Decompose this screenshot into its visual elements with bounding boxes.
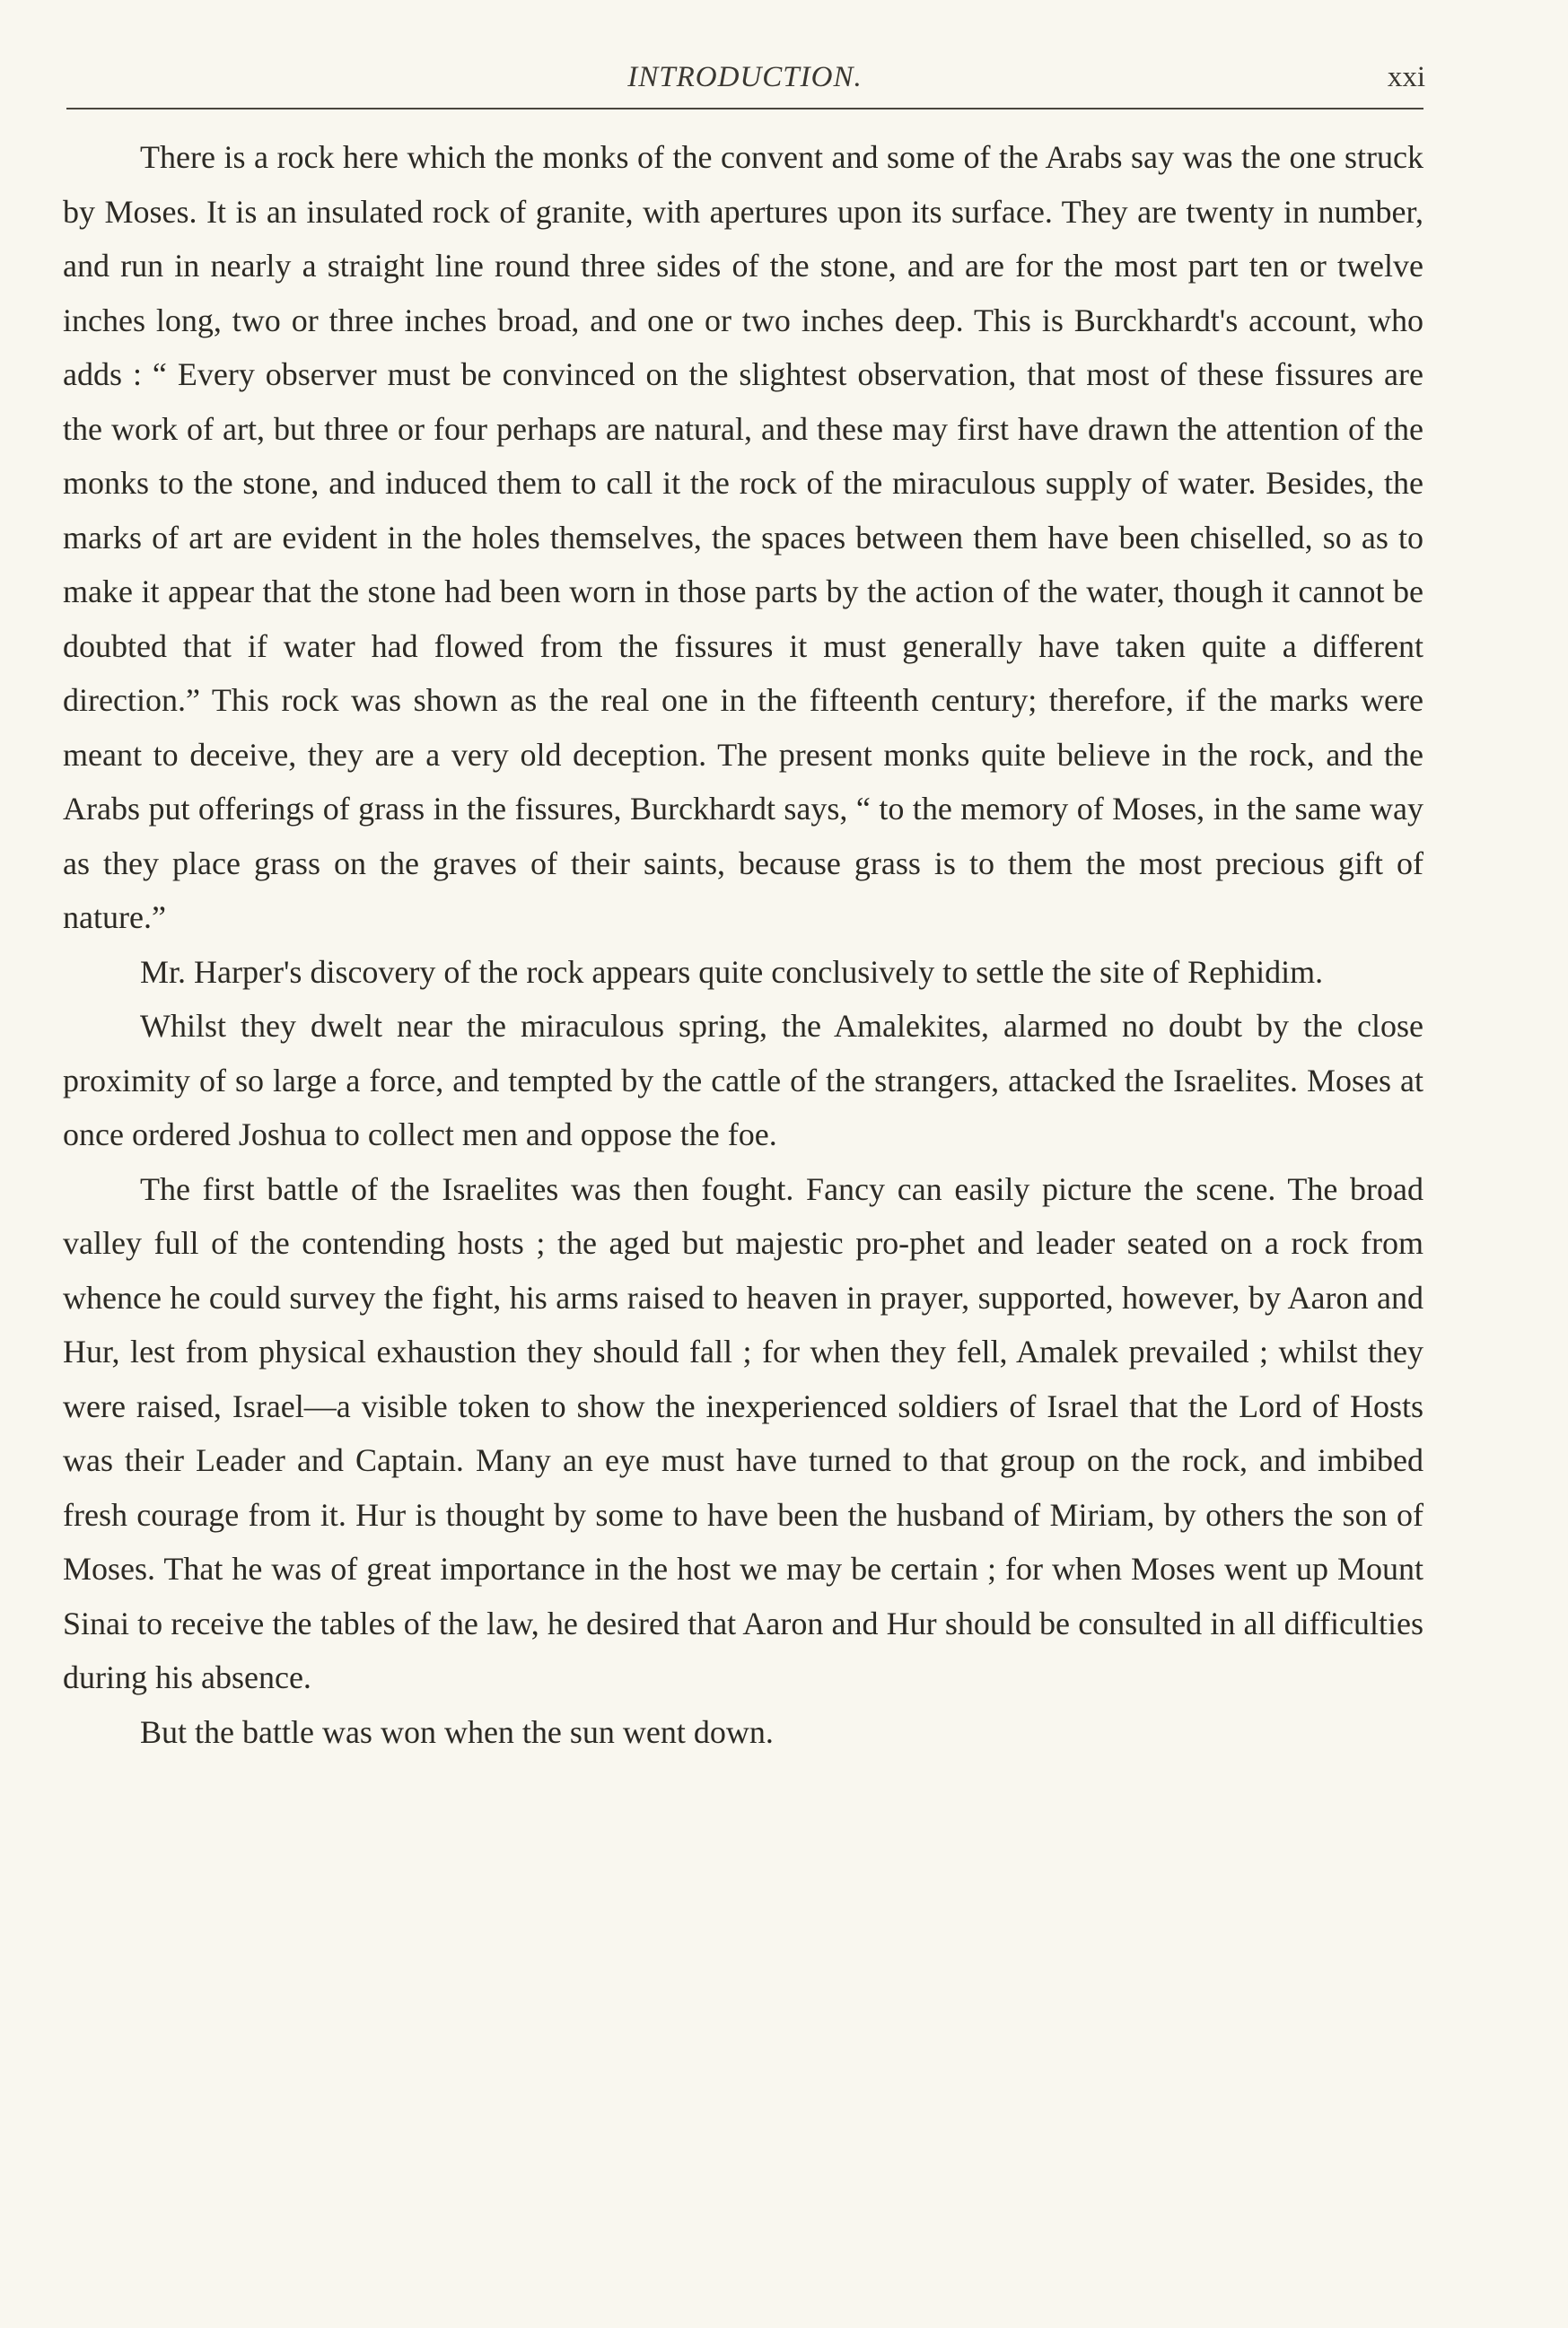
paragraph-harper-discovery: Mr. Harper's discovery of the rock appears quite conclusively to settle the site of Rephidim. — [140, 953, 1324, 990]
paragraph-amalekites-attack: Whilst they dwelt near the miraculous spring, the Amalekites, alarmed no doubt by the close proximity of so large a force, and tempted by the cattle of the strangers, attacked the Israelites. Moses at once ordered Joshua to collect men and oppose the foe. — [63, 1008, 1423, 1152]
paragraph-battle-won: But the battle was won when the sun went down. — [140, 1713, 774, 1750]
running-title: INTRODUCTION. — [627, 61, 863, 93]
running-head — [63, 61, 1427, 104]
paragraph-first-battle: The first battle of the Israelites was then fought. Fancy can easily picture the scene. The broad valley full of the contending hosts ; the aged but majestic pro-phet and leader seated on a rock from whence he could survey the fight, his arms raised to heaven in prayer, supported, however, by Aaron and Hur, lest from physical exhaustion they should fall ; for when they fell, Amalek prevailed ; whilst they were raised, Israel—a visible token to show the inexperienced soldiers of Israel that the Lord of Hosts was their Leader and Captain. Many an eye must have turned to that group on the rock, and imbibed fresh courage from it. Hur is thought by some to have been the husband of Miriam, by others the son of Moses. That he was of great importance in the host we may be certain ; for when Moses went up Mount Sinai to receive the tables of the law, he desired that Aaron and Hur should be consulted in all difficulties during his absence. — [63, 1170, 1423, 1695]
page-number: xxi — [1387, 61, 1425, 93]
body-text — [63, 130, 1423, 1759]
header-rule — [66, 108, 1423, 109]
paragraph-rock-of-moses: There is a rock here which the monks of the convent and some of the Arabs say was the one struck by Moses. It is an insulated rock of granite, with apertures upon its surface. They are twenty in number, and run in nearly a straight line round three sides of the stone, and are for the most part ten or twelve inches long, two or three inches broad, and one or two inches deep. This is Burckhardt's account, who adds : “ Every observer must be convinced on the slightest observation, that most of these fissures are the work of art, but three or four perhaps are natural, and these may first have drawn the attention of the monks to the stone, and induced them to call it the rock of the miraculous supply of water. Besides, the marks of art are evident in the holes themselves, the spaces between them have been chiselled, so as to make it appear that the stone had been worn in those parts by the action of the water, though it cannot be doubted that if water had flowed from the fissures it must generally have taken quite a different direction.” This rock was shown as the real one in the fifteenth century; therefore, if the marks were meant to deceive, they are a very old deception. The present monks quite believe in the rock, and the Arabs put offerings of grass in the fissures, Burckhardt says, “ to the memory of Moses, in the same way as they place grass on the graves of their saints, because grass is to them the most precious gift of nature.” — [63, 139, 1423, 935]
